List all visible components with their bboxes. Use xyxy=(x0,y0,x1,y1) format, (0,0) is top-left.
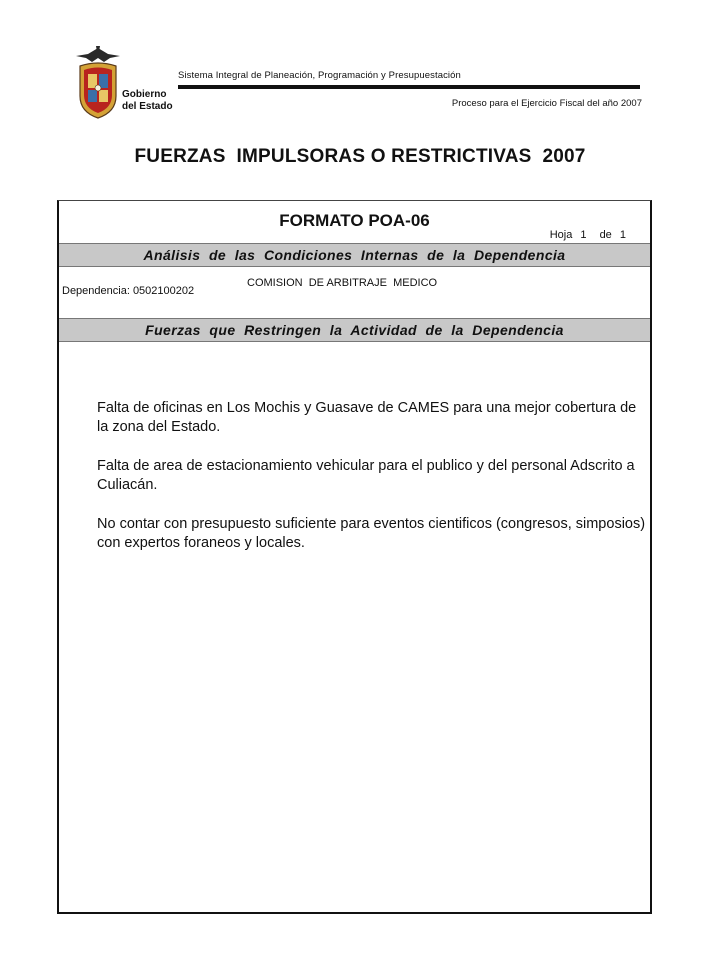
sheet-counter: Hoja 1 de 1 xyxy=(549,229,626,241)
system-title: Sistema Integral de Planeación, Programación y Presupuestación xyxy=(178,70,461,81)
document-header xyxy=(0,0,720,130)
government-label: Gobierno del Estado xyxy=(122,89,173,112)
list-item: Falta de oficinas en Los Mochis y Guasave de CAMES para una mejor cobertura de la zona del Estado. xyxy=(97,400,637,435)
page-title: FUERZAS IMPULSORAS O RESTRICTIVAS 2007 xyxy=(134,146,586,167)
section-header-restrictive-forces: Fuerzas que Restringen la Actividad de la Dependencia xyxy=(59,318,650,342)
dependency-code: Dependencia: 0502100202 xyxy=(62,285,195,297)
list-item: No contar con presupuesto suficiente para eventos cientificos (congresos, simposios) con expertos foraneos y locales. xyxy=(97,516,646,551)
state-seal-icon xyxy=(72,44,124,120)
header-divider xyxy=(178,85,640,89)
restrictive-forces-list xyxy=(97,399,647,573)
fiscal-process-text: Proceso para el Ejercicio Fiscal del año 2007 xyxy=(451,98,642,109)
format-title: FORMATO POA-06 xyxy=(279,211,430,230)
list-item: Falta de area de estacionamiento vehicular para el publico y del personal Adscrito a Culiacán. xyxy=(97,458,635,493)
form-frame xyxy=(57,200,652,914)
section-header-internal-conditions: Análisis de las Condiciones Internas de la Dependencia xyxy=(59,243,650,267)
dependency-name: COMISION DE ARBITRAJE MEDICO xyxy=(247,277,438,289)
